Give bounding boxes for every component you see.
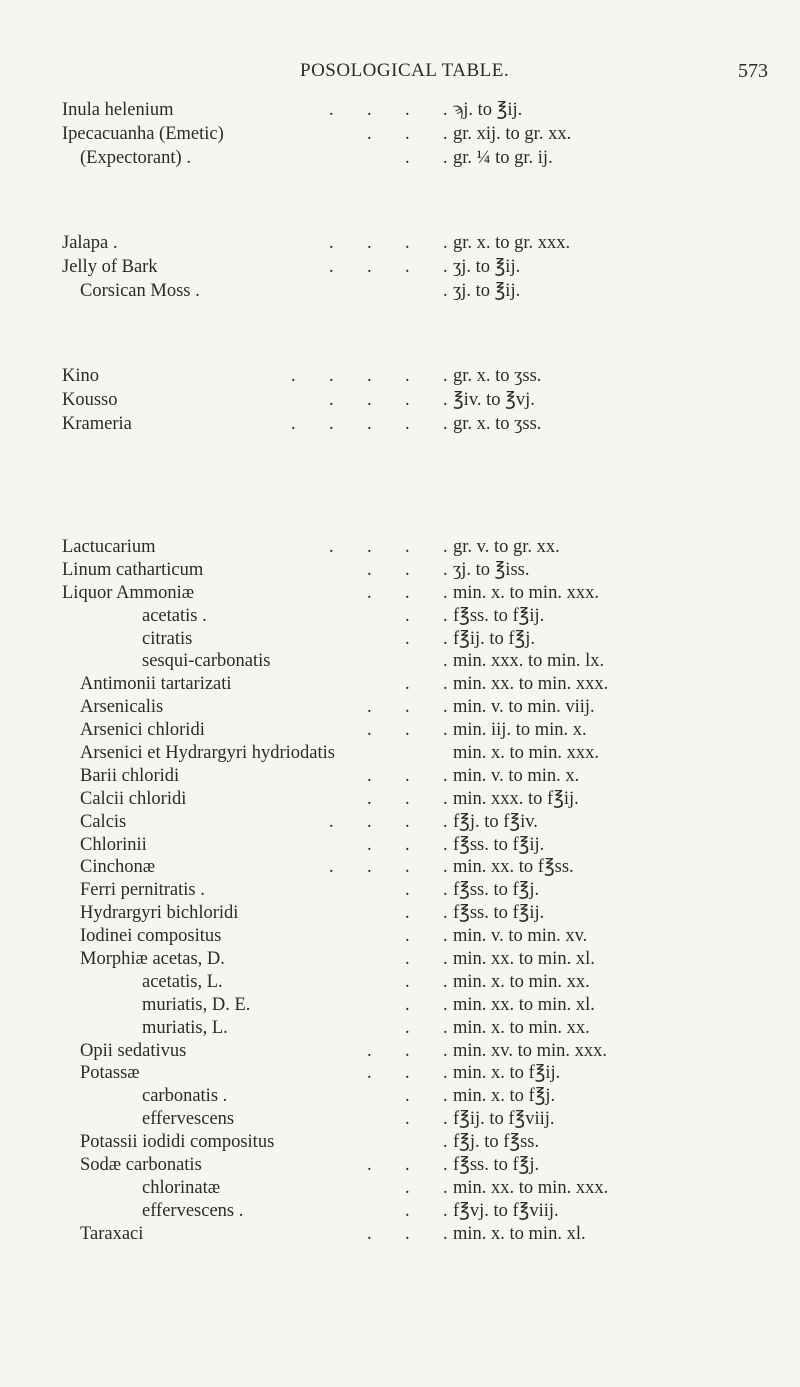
- table-row: Ipecacuanha (Emetic) . . . gr. xij. to gr. xx.: [62, 124, 572, 144]
- drug-name: carbonatis .: [142, 1086, 228, 1107]
- table-row: Barii chloridi . . . min. v. to min. x.: [80, 765, 580, 786]
- table-row: Morphiæ acetas, D. . . min. xx. to min. xl.: [80, 949, 595, 970]
- running-title: POSOLOGICAL TABLE.: [300, 60, 510, 81]
- drug-name: Taraxaci: [80, 1223, 144, 1244]
- dose-range: f℥vj. to f℥viij.: [453, 1200, 559, 1221]
- drug-name: Arsenici et Hydrargyri hydriodatis: [80, 743, 335, 764]
- dose-range: ʒj. to ℥iss.: [453, 559, 530, 580]
- drug-name: Inula helenium: [62, 100, 174, 120]
- table-row: chlorinatæ . . min. xx. to min. xxx.: [142, 1177, 609, 1198]
- table-row: Ferri pernitratis . . . f℥ss. to f℥j.: [80, 880, 540, 901]
- table-row: Liquor Ammoniæ . . . min. x. to min. xxx.: [62, 582, 599, 603]
- dose-range: gr. ¼ to gr. ij.: [453, 148, 553, 168]
- table-row: Iodinei compositus . . min. v. to min. xv.: [80, 926, 588, 947]
- drug-name: Jelly of Bark: [62, 257, 158, 277]
- table-row: [62, 742, 782, 765]
- drug-name: Opii sedativus: [80, 1040, 187, 1061]
- drug-name: Lactucarium: [62, 537, 156, 557]
- drug-name: sesqui-carbonatis: [142, 651, 271, 672]
- table-row: citratis . . f℥ij. to f℥j.: [142, 628, 536, 649]
- dose-range: gr. x. to gr. xxx.: [453, 233, 571, 253]
- table-row: Lactucarium . . . . gr. v. to gr. xx.: [62, 537, 560, 557]
- dose-range: gr. v. to gr. xx.: [453, 537, 560, 557]
- dose-range: min. x. to min. xxx.: [453, 582, 599, 603]
- table-row: effervescens . . . f℥vj. to f℥viij.: [142, 1200, 559, 1221]
- drug-name: effervescens .: [142, 1200, 244, 1221]
- table-row: Chlorinii . . . f℥ss. to f℥ij.: [80, 834, 545, 855]
- dose-range: min. v. to min. x.: [453, 765, 580, 786]
- drug-name: Ferri pernitratis .: [80, 880, 205, 901]
- dose-range: ʒj. to ℥ij.: [453, 281, 521, 301]
- table-row: muriatis, D. E. . . min. xx. to min. xl.: [142, 994, 595, 1015]
- dose-range: min. x. to f℥j.: [453, 1086, 556, 1107]
- dose-range: min. x. to min. xx.: [453, 1017, 590, 1038]
- drug-name: Morphiæ acetas, D.: [80, 949, 225, 970]
- dose-range: f℥ij. to f℥viij.: [453, 1109, 555, 1130]
- table-row: Calcis . . . . f℥j. to f℥iv.: [80, 811, 538, 832]
- table-row: (Expectorant) . . . gr. ¼ to gr. ij.: [80, 148, 553, 168]
- dose-range: min. xx. to min. xl.: [453, 949, 595, 970]
- drug-name: chlorinatæ: [142, 1177, 221, 1198]
- drug-name: acetatis .: [142, 605, 207, 626]
- drug-name: Calcii chloridi: [80, 788, 187, 809]
- dose-range: min. x. to min. xxx.: [453, 743, 599, 764]
- drug-name: Liquor Ammoniæ: [62, 582, 195, 603]
- dose-range: gr. x. to ʒss.: [453, 366, 542, 386]
- drug-name: acetatis, L.: [142, 971, 223, 992]
- dose-range: ℥iv. to ℥vj.: [453, 390, 535, 410]
- table-row: Potassii iodidi compositus . f℥j. to f℥ss.: [80, 1132, 540, 1153]
- dose-range: f℥ss. to f℥j.: [453, 1155, 540, 1176]
- drug-name: Barii chloridi: [80, 765, 180, 786]
- dose-range: ʒj. to ℥ij.: [453, 257, 521, 277]
- table-row: Cinchonæ . . . . min. xx. to f℥ss.: [80, 857, 574, 878]
- table-row: muriatis, L. . . min. x. to min. xx.: [142, 1017, 590, 1038]
- table-row: Opii sedativus . . . min. xv. to min. xxx.: [80, 1040, 607, 1061]
- dose-range: min. v. to min. xv.: [453, 926, 588, 947]
- table-row: Antimonii tartarizati . . min. xx. to min. xxx.: [80, 674, 609, 695]
- table-row: Krameria . . . . . gr. x. to ʒss.: [62, 414, 542, 434]
- drug-name: Kousso: [62, 390, 118, 410]
- table-row: Arsenicalis . . . min. v. to min. viij.: [80, 697, 595, 718]
- drug-name: effervescens: [142, 1109, 235, 1130]
- drug-name: Corsican Moss .: [80, 281, 200, 301]
- table-row: Taraxaci . . . min. x. to min. xl.: [80, 1223, 586, 1244]
- drug-name: Linum catharticum: [62, 559, 204, 580]
- drug-name: Potassæ: [80, 1063, 140, 1084]
- drug-name: Jalapa .: [62, 233, 118, 253]
- drug-name: (Expectorant) .: [80, 148, 191, 168]
- dose-range: f℥ij. to f℥j.: [453, 628, 536, 649]
- entry-group: [62, 231, 782, 303]
- table-row: Jelly of Bark . . . . ʒj. to ℥ij.: [62, 257, 521, 277]
- dose-range: f℥j. to f℥ss.: [453, 1132, 540, 1153]
- dose-range: f℥ss. to f℥ij.: [453, 903, 545, 924]
- dose-range: min. v. to min. viij.: [453, 697, 595, 718]
- dose-range: min. xx. to min. xxx.: [453, 674, 609, 695]
- dose-range: min. iij. to min. x.: [453, 720, 587, 741]
- table-row: Inula helenium . . . . ϡj. to ℥ij.: [62, 100, 523, 120]
- drug-name: Iodinei compositus: [80, 926, 222, 947]
- drug-name: citratis: [142, 628, 193, 649]
- dose-range: min. xxx. to f℥ij.: [453, 788, 579, 809]
- table-row: acetatis, L. . . min. x. to min. xx.: [142, 971, 590, 992]
- entry-group: [62, 98, 782, 170]
- page-header: [0, 60, 800, 90]
- drug-name: Sodæ carbonatis: [80, 1155, 202, 1176]
- page-number: 573: [738, 60, 768, 82]
- entry-group: [62, 364, 782, 436]
- table-row: Sodæ carbonatis . . . f℥ss. to f℥j.: [80, 1155, 540, 1176]
- entry-group: [62, 536, 782, 1246]
- dose-range: f℥ss. to f℥ij.: [453, 605, 545, 626]
- dose-range: min. x. to min. xx.: [453, 971, 590, 992]
- drug-name: muriatis, L.: [142, 1017, 228, 1038]
- drug-name: Hydrargyri bichloridi: [80, 903, 239, 924]
- dose-range: f℥ss. to f℥ij.: [453, 834, 545, 855]
- dose-range: f℥ss. to f℥j.: [453, 880, 540, 901]
- drug-name: Potassii iodidi compositus: [80, 1132, 275, 1153]
- table-row: Hydrargyri bichloridi . . f℥ss. to f℥ij.: [80, 903, 545, 924]
- table-row: Arsenici chloridi . . . min. iij. to min. x.: [80, 720, 587, 741]
- table-row: sesqui-carbonatis . min. xxx. to min. lx.: [142, 651, 605, 672]
- table-row: carbonatis . . . min. x. to f℥j.: [142, 1086, 556, 1107]
- dose-range: gr. x. to ʒss.: [453, 414, 542, 434]
- dose-range: f℥j. to f℥iv.: [453, 811, 538, 832]
- dose-range: ϡj. to ℥ij.: [453, 100, 523, 120]
- drug-name: muriatis, D. E.: [142, 994, 251, 1015]
- drug-name: Ipecacuanha (Emetic): [62, 124, 224, 144]
- table-row: Corsican Moss . . ʒj. to ℥ij.: [80, 281, 521, 301]
- dose-range: min. xx. to min. xl.: [453, 994, 595, 1015]
- dose-range: min. xv. to min. xxx.: [453, 1040, 607, 1061]
- table-row: Kino . . . . . gr. x. to ʒss.: [62, 366, 542, 386]
- table-row: effervescens . . f℥ij. to f℥viij.: [142, 1109, 555, 1130]
- dose-range: min. xx. to f℥ss.: [453, 857, 574, 878]
- table-row: Kousso . . . . ℥iv. to ℥vj.: [62, 390, 535, 410]
- dose-range: min. x. to min. xl.: [453, 1223, 586, 1244]
- dose-range: min. x. to f℥ij.: [453, 1063, 561, 1084]
- drug-name: Arsenicalis: [80, 697, 164, 718]
- dose-range: min. xx. to min. xxx.: [453, 1177, 609, 1198]
- drug-name: Chlorinii: [80, 834, 147, 855]
- drug-name: Antimonii tartarizati: [80, 674, 232, 695]
- drug-name: Kino: [62, 366, 99, 386]
- dose-range: gr. xij. to gr. xx.: [453, 124, 572, 144]
- drug-name: Krameria: [62, 414, 132, 434]
- table-row: Jalapa . . . . . gr. x. to gr. xxx.: [62, 233, 571, 253]
- table-row: Linum catharticum . . . ʒj. to ℥iss.: [62, 559, 530, 580]
- table-row: Calcii chloridi . . . min. xxx. to f℥ij.: [80, 788, 579, 809]
- table-row: Potassæ . . . min. x. to f℥ij.: [80, 1063, 561, 1084]
- drug-name: Calcis: [80, 811, 127, 832]
- drug-name: Cinchonæ: [80, 857, 156, 878]
- dose-range: min. xxx. to min. lx.: [453, 651, 605, 672]
- drug-name: Arsenici chloridi: [80, 720, 205, 741]
- table-row: acetatis . . . f℥ss. to f℥ij.: [142, 605, 545, 626]
